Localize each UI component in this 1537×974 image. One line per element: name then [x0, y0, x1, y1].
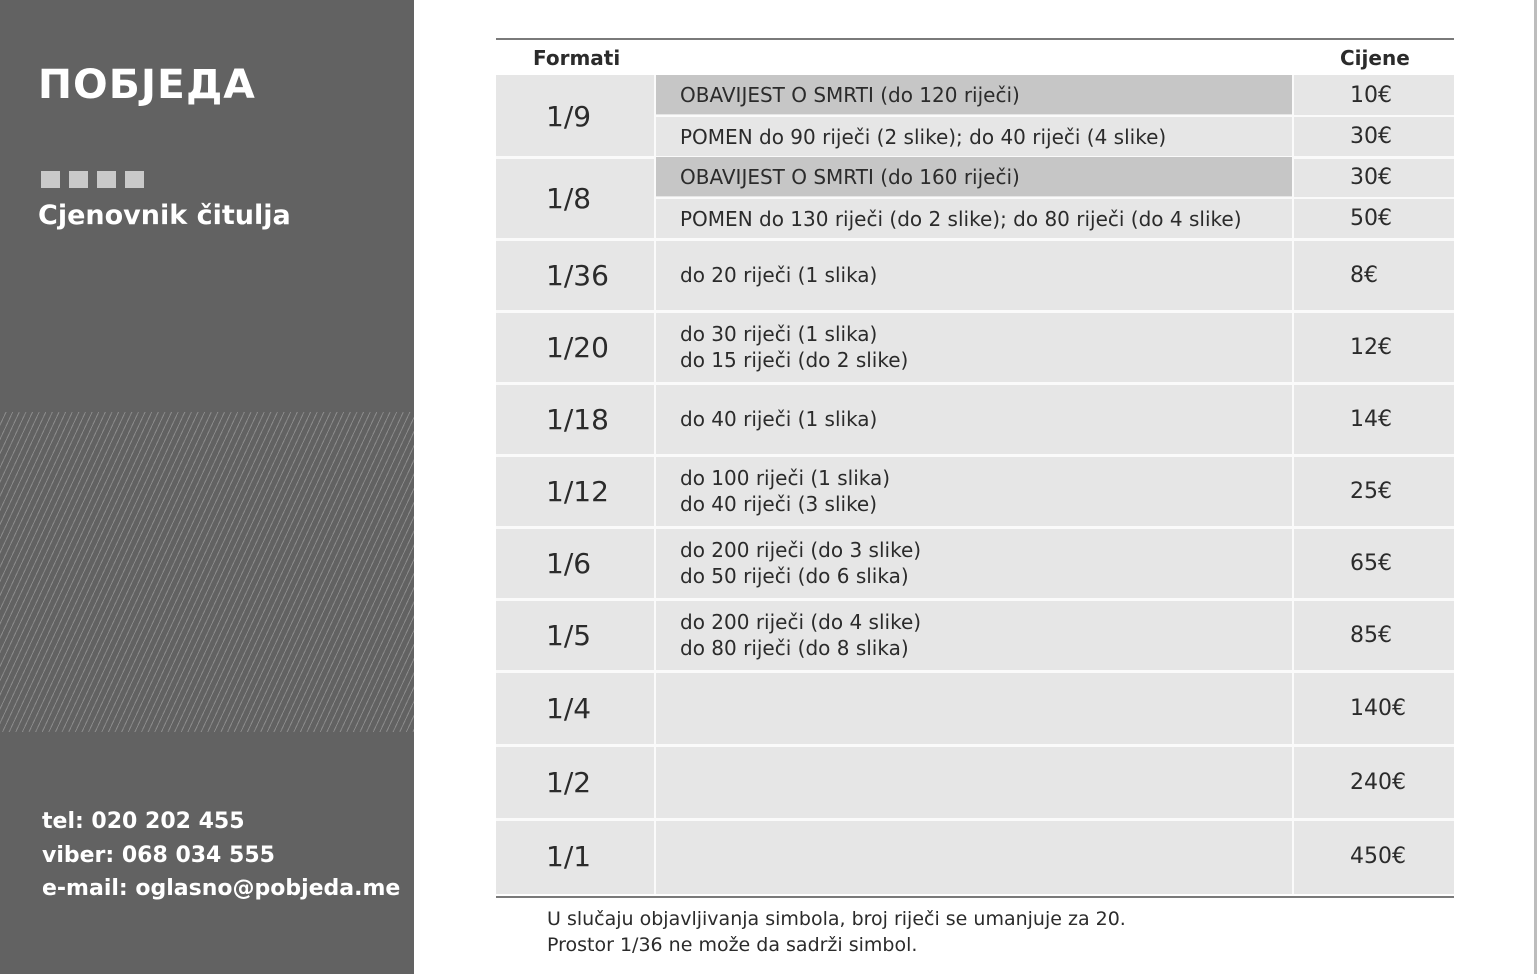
- table-top-rule: [496, 38, 1454, 40]
- column-divider: [654, 383, 656, 455]
- description-line: do 30 riječi (1 slika): [680, 322, 878, 346]
- column-divider: [654, 599, 656, 671]
- price-cell: 140€: [1350, 695, 1406, 721]
- column-divider: [1292, 745, 1294, 819]
- column-divider: [1292, 75, 1294, 157]
- footnote: Prostor 1/36 ne može da sadrži simbol.: [547, 934, 918, 956]
- table-row: [496, 599, 1454, 671]
- header-formati: Formati: [533, 46, 621, 70]
- description-cell: [656, 599, 1292, 671]
- table-row: [496, 527, 1454, 599]
- price-cell: 85€: [1350, 622, 1392, 648]
- format-cell: 1/20: [546, 330, 609, 364]
- table-row: [496, 745, 1454, 819]
- header-cijene: Cijene: [1340, 46, 1410, 70]
- format-cell: 1/1: [546, 840, 592, 873]
- pobjeda-logo: ПОБЈЕДА: [37, 62, 256, 108]
- format-cell: 1/18: [546, 402, 609, 436]
- description-cell: [656, 745, 1292, 819]
- description-line: POMEN do 90 riječi (2 slike); do 40 riječi (4 slike): [680, 124, 1167, 149]
- column-divider: [654, 671, 656, 745]
- viber-text: viber: 068 034 555: [42, 842, 275, 868]
- description-cell: [656, 383, 1292, 455]
- table-row: [496, 383, 1454, 455]
- table-bottom-rule: [496, 896, 1454, 898]
- table-row: [496, 239, 1454, 311]
- column-divider: [1292, 599, 1294, 671]
- column-divider: [1292, 311, 1294, 383]
- description-line: do 80 riječi (do 8 slika): [680, 636, 909, 660]
- column-divider: [1292, 671, 1294, 745]
- column-divider: [654, 527, 656, 599]
- description-cell: [656, 527, 1292, 599]
- price-cell: 240€: [1350, 769, 1406, 795]
- square-icon: [125, 171, 144, 188]
- description-cell: [656, 75, 1292, 114]
- column-divider: [654, 455, 656, 527]
- format-cell: 1/2: [546, 765, 592, 799]
- page-title: Cjenovnik čitulja: [38, 200, 291, 231]
- description-line: do 200 riječi (do 3 slike): [680, 538, 922, 562]
- format-cell: 1/36: [546, 258, 609, 292]
- description-cell: [656, 455, 1292, 527]
- column-divider: [1292, 383, 1294, 455]
- description-cell: [656, 198, 1292, 239]
- footnote: U slučaju objavljivanja simbola, broj riječi se umanjuje za 20.: [547, 908, 1126, 930]
- column-divider: [1292, 157, 1294, 239]
- price-cell: 450€: [1350, 844, 1406, 869]
- column-divider: [1292, 455, 1294, 527]
- format-cell: 1/6: [546, 546, 592, 580]
- price-cell: 10€: [1350, 83, 1392, 108]
- description-line: OBAVIJEST O SMRTI (do 120 riječi): [680, 82, 1020, 107]
- table-row: [496, 671, 1454, 745]
- column-divider: [1292, 819, 1294, 894]
- square-icon: [41, 171, 60, 188]
- hatch-pattern: [0, 412, 414, 732]
- description-cell: [656, 116, 1292, 157]
- description-line: do 40 riječi (1 slika): [680, 407, 878, 431]
- description-line: do 15 riječi (do 2 slike): [680, 348, 909, 372]
- description-line: POMEN do 130 riječi (do 2 slike); do 80 riječi (do 4 slike): [680, 206, 1242, 231]
- column-divider: [1292, 239, 1294, 311]
- price-cell: 30€: [1350, 165, 1392, 190]
- format-cell: 1/12: [546, 474, 609, 508]
- table-row: [496, 75, 1454, 157]
- phone-text: tel: 020 202 455: [42, 809, 245, 834]
- price-cell: 25€: [1350, 478, 1392, 504]
- description-cell: [656, 239, 1292, 311]
- price-cell: 50€: [1350, 206, 1392, 231]
- description-line: do 20 riječi (1 slika): [680, 263, 878, 287]
- table-row: [496, 157, 1454, 239]
- description-cell: [656, 819, 1292, 894]
- email-text: e-mail: oglasno@pobjeda.me: [42, 876, 401, 901]
- description-line: do 50 riječi (do 6 slika): [680, 564, 909, 588]
- description-cell: [656, 311, 1292, 383]
- column-divider: [654, 157, 656, 239]
- description-line: do 200 riječi (do 4 slike): [680, 610, 922, 634]
- table-row: [496, 311, 1454, 383]
- description-cell: [656, 157, 1292, 196]
- decorative-squares: [41, 171, 144, 188]
- description-cell: [656, 671, 1292, 745]
- price-cell: 65€: [1350, 550, 1392, 576]
- description-line: do 40 riječi (3 slike): [680, 492, 878, 516]
- column-divider: [1292, 527, 1294, 599]
- description-line: do 100 riječi (1 slika): [680, 466, 891, 490]
- format-cell: 1/5: [546, 618, 592, 652]
- price-cell: 12€: [1350, 334, 1392, 360]
- footnotes: [547, 906, 1126, 958]
- price-cell: 14€: [1350, 406, 1392, 432]
- sidebar: [0, 0, 414, 974]
- column-divider: [654, 311, 656, 383]
- column-divider: [654, 745, 656, 819]
- table-row: [496, 455, 1454, 527]
- column-divider: [654, 819, 656, 894]
- format-cell: 1/8: [546, 181, 592, 215]
- price-cell: 30€: [1350, 124, 1392, 149]
- table-row: [496, 819, 1454, 894]
- description-line: OBAVIJEST O SMRTI (do 160 riječi): [680, 164, 1020, 189]
- price-cell: 8€: [1350, 262, 1378, 288]
- square-icon: [97, 171, 116, 188]
- format-cell: 1/4: [546, 691, 592, 725]
- format-cell: 1/9: [546, 99, 592, 133]
- contact-info: [42, 805, 400, 906]
- column-divider: [654, 75, 656, 157]
- column-divider: [654, 239, 656, 311]
- square-icon: [69, 171, 88, 188]
- price-table: [496, 75, 1454, 894]
